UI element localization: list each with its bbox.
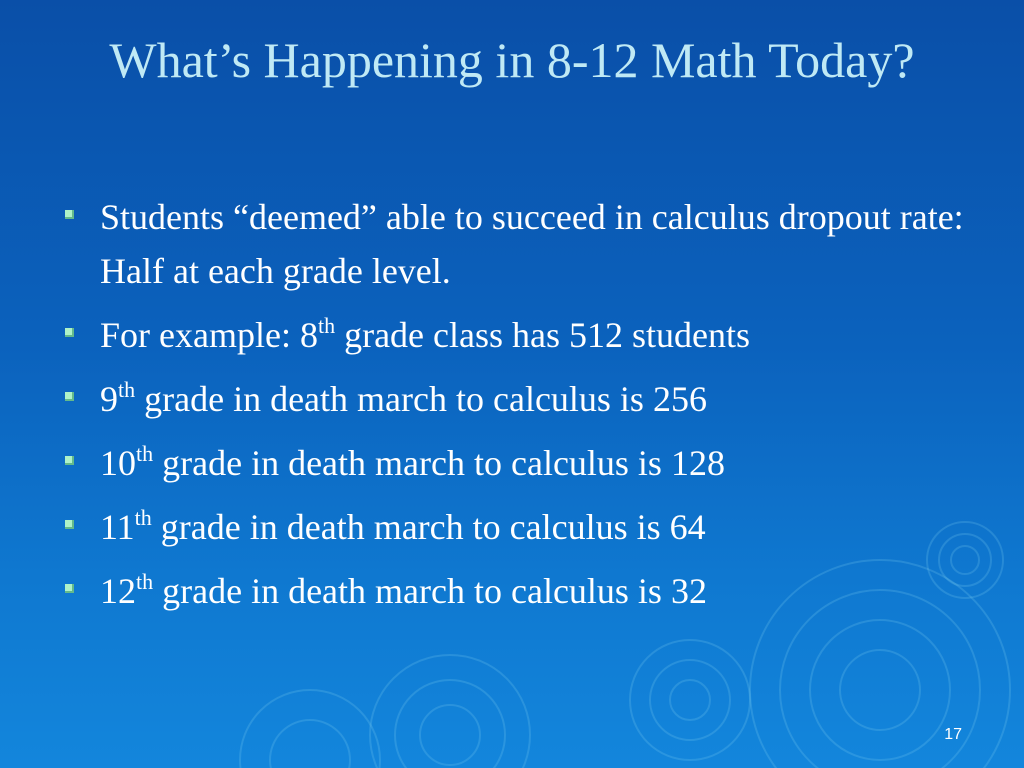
ordinal-suffix: th [136, 569, 154, 594]
bullet-square-icon [65, 584, 74, 593]
bullet-square-icon [65, 520, 74, 529]
bullet-item [62, 500, 982, 554]
bullet-item [62, 308, 982, 362]
bullet-text: For example: 8 [100, 315, 318, 355]
bullet-item [62, 564, 982, 618]
bullet-text: 12 [100, 571, 136, 611]
ordinal-suffix: th [118, 377, 136, 402]
bullet-text-rest: grade in death march to calculus is 32 [153, 571, 707, 611]
ordinal-suffix: th [134, 505, 152, 530]
bullet-text-rest: grade in death march to calculus is 128 [153, 443, 725, 483]
bullet-square-icon [65, 210, 74, 219]
bullet-text-rest: grade in death march to calculus is 64 [151, 507, 706, 547]
bullet-text: Students “deemed” able to succeed in calculus dropout rate: Half at each grade level. [100, 197, 964, 291]
slide-title: What’s Happening in 8-12 Math Today? [109, 32, 915, 88]
bullet-item [62, 190, 982, 298]
slide-page-number: 17 [944, 726, 962, 743]
ordinal-suffix: th [317, 313, 336, 338]
bullet-text-rest: grade class has 512 students [335, 315, 750, 355]
bullet-item [62, 436, 982, 490]
bullet-square-icon [65, 392, 74, 401]
bullet-text: 11 [100, 507, 135, 547]
bullet-list [62, 190, 982, 628]
bullet-square-icon [65, 328, 74, 337]
bullet-item [62, 372, 982, 426]
bullet-text: 9 [100, 379, 118, 419]
bullet-square-icon [65, 456, 74, 465]
bullet-text: 10 [100, 443, 136, 483]
ordinal-suffix: th [136, 441, 154, 466]
bullet-text-rest: grade in death march to calculus is 256 [135, 379, 707, 419]
